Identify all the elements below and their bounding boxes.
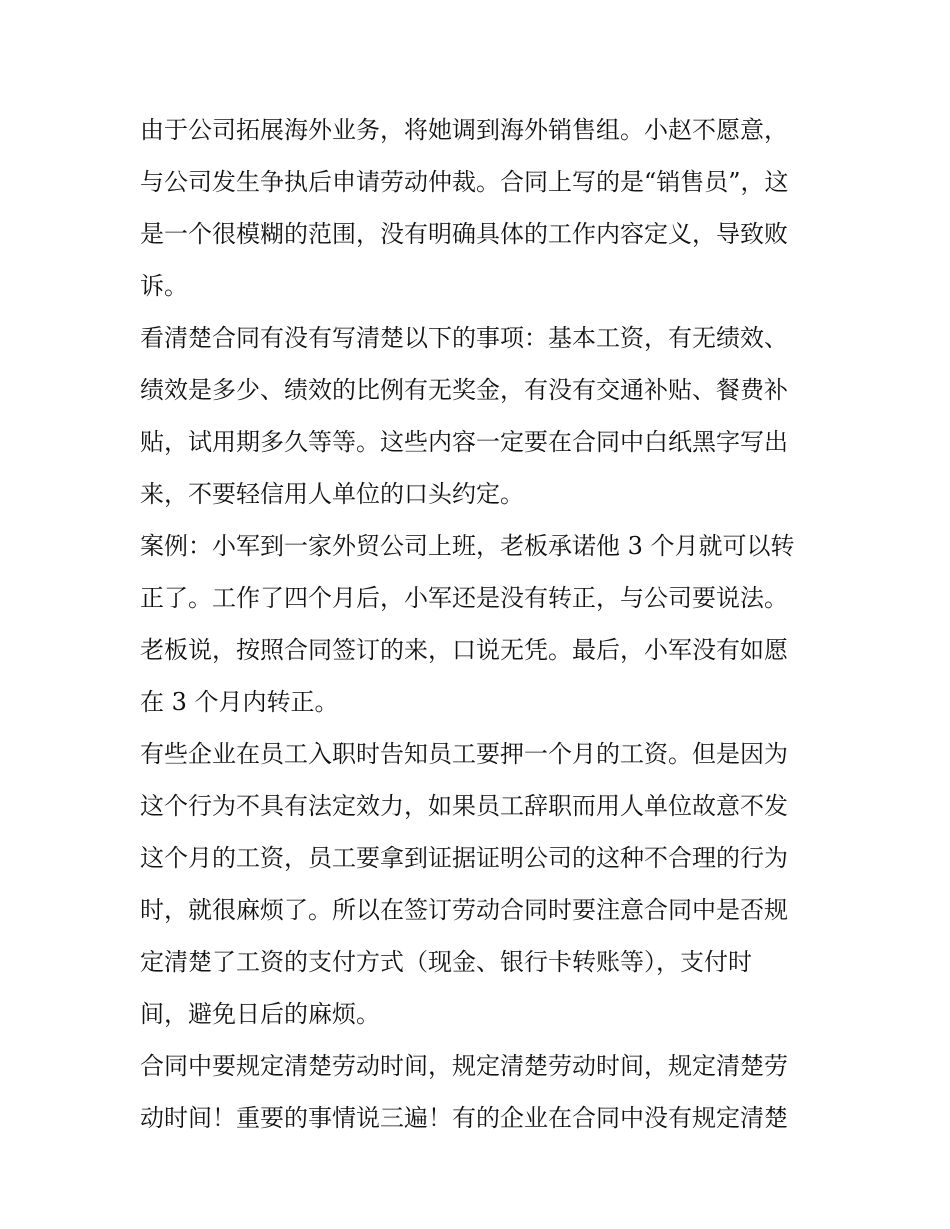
text-line: 诉。 [140,272,188,300]
text-line: 老板说，按照合同签订的来，口说无凭。最后，小军没有如愿 [140,636,788,664]
text-line: 时，就很麻烦了。所以在签订劳动合同时要注意合同中是否规 [140,896,788,924]
document-body [140,104,820,1144]
text-line: 与公司发生争执后申请劳动仲裁。合同上写的是“销售员”，这 [140,168,789,196]
text-line: 这个月的工资，员工要拿到证据证明公司的这种不合理的行为 [140,844,788,872]
text-line: 动时间！重要的事情说三遍！有的企业在合同中没有规定清楚 [140,1104,788,1132]
text-line: 案例：小军到一家外贸公司上班，老板承诺他 3 个月就可以转 [140,532,795,560]
text-line: 这个行为不具有法定效力，如果员工辞职而用人单位故意不发 [140,792,788,820]
text-line: 贴，试用期多久等等。这些内容一定要在合同中白纸黑字写出 [140,428,788,456]
text-line: 有些企业在员工入职时告知员工要押一个月的工资。但是因为 [140,740,788,768]
text-line: 间，避免日后的麻烦。 [140,1000,380,1028]
text-line: 由于公司拓展海外业务，将她调到海外销售组。小赵不愿意， [140,116,788,144]
text-line: 是一个很模糊的范围，没有明确具体的工作内容定义，导致败 [140,220,788,248]
text-line: 来，不要轻信用人单位的口头约定。 [140,480,524,508]
text-line: 正了。工作了四个月后，小军还是没有转正，与公司要说法。 [140,584,788,612]
text-line: 在 3 个月内转正。 [140,688,339,716]
text-line: 定清楚了工资的支付方式（现金、银行卡转账等），支付时 [140,948,752,976]
text-line: 合同中要规定清楚劳动时间，规定清楚劳动时间，规定清楚劳 [140,1052,788,1080]
text-line: 绩效是多少、绩效的比例有无奖金，有没有交通补贴、餐费补 [140,376,788,404]
text-line: 看清楚合同有没有写清楚以下的事项：基本工资，有无绩效、 [140,324,788,352]
